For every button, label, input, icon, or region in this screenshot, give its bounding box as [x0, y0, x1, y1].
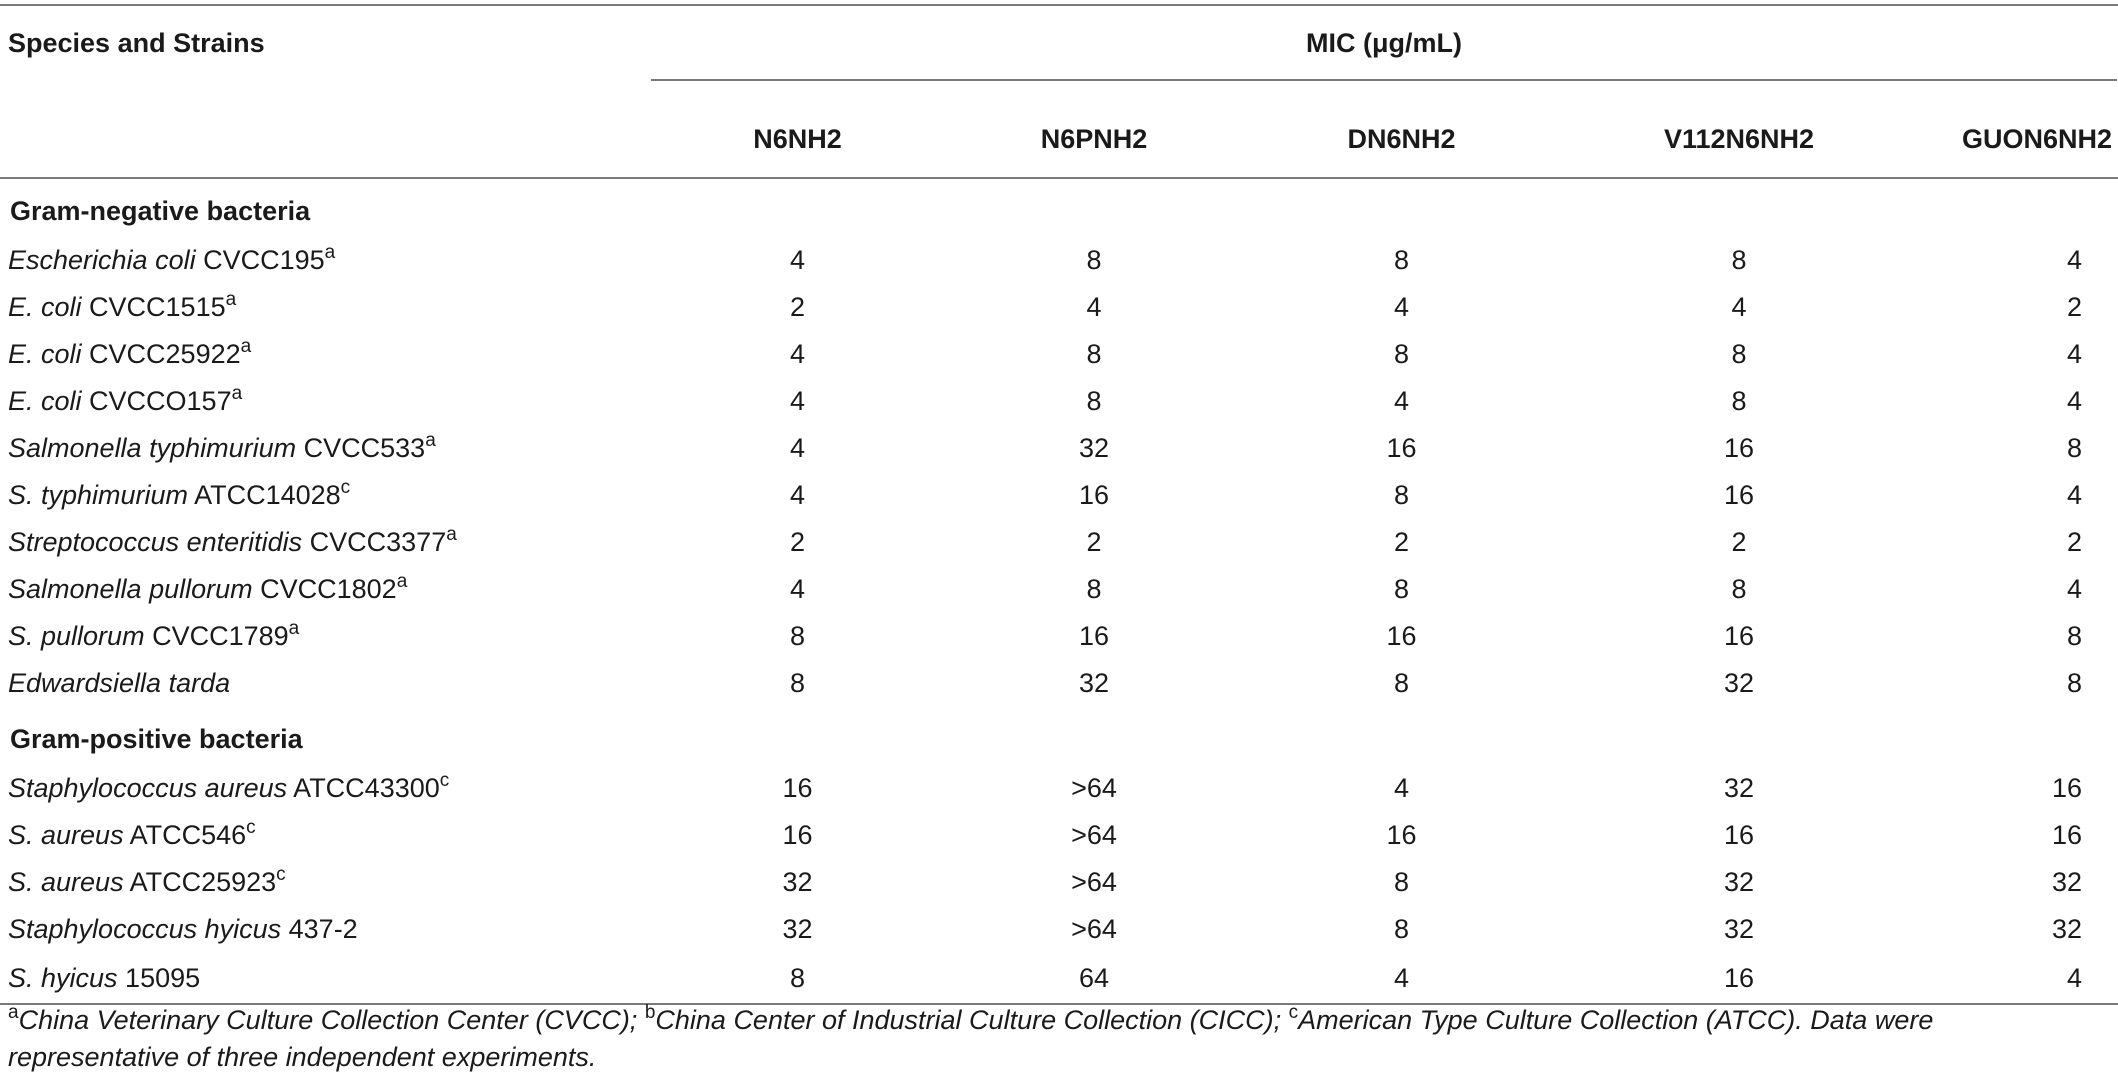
header-spacer: [0, 101, 650, 178]
table-row: [0, 765, 2118, 812]
mic-value-n6nh2: 4: [789, 480, 806, 510]
strain-cell: [0, 660, 650, 707]
strain-id: 15095: [117, 962, 201, 993]
table-body: [0, 178, 2118, 1004]
source-footnote-mark: a: [225, 289, 237, 310]
footnote-mark-c: c: [1288, 1002, 1299, 1023]
mic-value-dn6nh2: 8: [1393, 245, 1410, 275]
table-row: [0, 378, 2118, 425]
mic-value-n6nh2: 4: [789, 386, 806, 416]
mic-value-guon6nh2: 2: [2067, 292, 2083, 322]
footnote-text-c: American Type Culture Collection (ATCC). Data were representative of three independent experiments.: [8, 1005, 1934, 1072]
mic-value-n6pnh2: 4: [1086, 292, 1102, 322]
mic-value-v112n6nh2: 16: [1723, 621, 1755, 651]
mic-value-v112n6nh2: 8: [1731, 574, 1747, 604]
mic-value-v112n6nh2: 16: [1723, 433, 1755, 463]
strain-cell: [0, 613, 650, 660]
mic-value-dn6nh2: 16: [1386, 433, 1417, 463]
mic-value-n6pnh2: >64: [1071, 867, 1117, 897]
mic-value-guon6nh2: 16: [2051, 773, 2083, 803]
table-row: [0, 953, 2118, 1004]
mic-value-dn6nh2: 8: [1393, 574, 1410, 604]
source-footnote-mark: a: [396, 571, 408, 592]
strain-id: CVCC3377: [302, 527, 447, 557]
mic-value-n6pnh2: 8: [1086, 245, 1102, 275]
mic-value-n6pnh2: 16: [1078, 621, 1110, 651]
species-name: E. coli: [8, 292, 82, 322]
species-name: Staphylococcus aureus: [8, 773, 288, 803]
mic-value-n6nh2: 4: [789, 245, 806, 275]
mic-value-dn6nh2: 8: [1393, 339, 1410, 369]
mic-value-guon6nh2: 8: [2067, 621, 2083, 651]
group-row: [0, 707, 2118, 765]
group-label: Gram-positive bacteria: [10, 723, 303, 754]
mic-value-n6nh2: 32: [782, 914, 813, 944]
mic-value-n6nh2: 4: [789, 433, 806, 463]
strain-id: CVCC1789: [144, 621, 289, 651]
strain-id: ATCC43300: [287, 773, 440, 803]
mic-value-guon6nh2: 4: [1918, 953, 2118, 1004]
mic-value-dn6nh2: 8: [1393, 480, 1410, 510]
species-name: Escherichia coli: [8, 245, 196, 275]
mic-value-n6nh2: 8: [789, 621, 806, 651]
species-name: E. coli: [8, 339, 82, 369]
footnote-text-b: China Center of Industrial Culture Collection (CICC);: [655, 1005, 1289, 1035]
mic-group-label: MIC (μg/mL): [651, 28, 2117, 81]
mic-value-n6pnh2: 8: [1086, 574, 1102, 604]
group-label: Gram-negative bacteria: [10, 195, 311, 226]
mic-value-v112n6nh2: 8: [1731, 386, 1747, 416]
strain-id: CVCC1515: [81, 292, 226, 322]
table-row: [0, 812, 2118, 859]
mic-value-v112n6nh2: 16: [1723, 820, 1755, 850]
mic-value-dn6nh2: 4: [1393, 773, 1410, 803]
footnote-mark-b: b: [644, 1002, 656, 1023]
strain-id: 437-2: [281, 914, 358, 944]
mic-table: [0, 4, 2118, 1005]
mic-value-n6pnh2: 16: [1078, 480, 1110, 510]
mic-value-n6nh2: 4: [789, 574, 806, 604]
strain-cell: [0, 953, 650, 1004]
footnote-mark-a: a: [8, 1002, 19, 1023]
column-header-dn6nh2: DN6NH2: [1347, 123, 1456, 154]
mic-value-guon6nh2: 8: [2067, 433, 2083, 463]
column-header-n6nh2: N6NH2: [753, 123, 842, 154]
mic-value-v112n6nh2: 16: [1723, 480, 1755, 510]
group-row: [0, 178, 2118, 237]
species-name: Staphylococcus hyicus: [8, 914, 282, 944]
table-row: [0, 237, 2118, 284]
table-row: [0, 566, 2118, 613]
mic-value-n6nh2: 2: [789, 527, 806, 557]
footnote-text-a: China Veterinary Culture Collection Center (CVCC);: [18, 1005, 645, 1035]
species-name: S. pullorum: [8, 621, 145, 651]
strain-id: CVCC195: [195, 245, 325, 275]
source-footnote-mark: c: [340, 477, 351, 498]
strain-cell: [0, 425, 650, 472]
table-row: [0, 906, 2118, 953]
source-footnote-mark: c: [246, 817, 256, 838]
mic-value-guon6nh2: 16: [2051, 820, 2083, 850]
mic-value-dn6nh2: 2: [1393, 527, 1410, 557]
strain-id: CVCC533: [296, 433, 426, 463]
mic-value-v112n6nh2: 8: [1731, 245, 1747, 275]
species-name: Streptococcus enteritidis: [8, 527, 303, 557]
mic-value-n6pnh2: >64: [1071, 914, 1117, 944]
strain-cell: [0, 519, 650, 566]
mic-value-guon6nh2: 4: [2067, 245, 2083, 275]
mic-value-guon6nh2: 2: [2067, 527, 2083, 557]
table-footnote: [8, 1002, 2108, 1076]
table-row: [0, 660, 2118, 707]
strain-cell: [0, 906, 650, 953]
mic-value-guon6nh2: 8: [2067, 668, 2083, 698]
mic-value-v112n6nh2: 32: [1723, 867, 1755, 897]
strain-id: ATCC546: [123, 820, 247, 850]
mic-value-v112n6nh2: 16: [1560, 953, 1918, 1004]
source-footnote-mark: c: [439, 770, 450, 791]
table-row: [0, 472, 2118, 519]
mic-value-guon6nh2: 4: [2067, 480, 2083, 510]
strain-cell: [0, 812, 650, 859]
column-header-n6pnh2: N6PNH2: [1040, 123, 1148, 154]
column-header-guon6nh2: GUON6NH2: [1962, 123, 2113, 154]
mic-value-guon6nh2: 4: [2067, 339, 2083, 369]
mic-value-guon6nh2: 4: [2067, 574, 2083, 604]
mic-value-v112n6nh2: 4: [1731, 292, 1747, 322]
mic-value-dn6nh2: 16: [1386, 820, 1417, 850]
mic-value-dn6nh2: 8: [1393, 867, 1410, 897]
species-name: Salmonella pullorum: [8, 574, 253, 604]
species-name: E. coli: [8, 386, 82, 416]
species-name: Edwardsiella tarda: [8, 668, 231, 698]
mic-value-n6nh2: 8: [789, 668, 806, 698]
mic-value-n6pnh2: 8: [1086, 339, 1102, 369]
source-footnote-mark: a: [446, 524, 457, 545]
strain-cell: [0, 331, 650, 378]
mic-group-header: [650, 5, 2118, 101]
species-name: S. aureus: [8, 820, 124, 850]
source-footnote-mark: a: [231, 383, 243, 404]
mic-value-dn6nh2: 4: [1393, 386, 1410, 416]
mic-value-guon6nh2: 32: [2051, 867, 2083, 897]
species-name: S. typhimurium: [8, 480, 189, 510]
strain-id: CVCC25922: [81, 339, 241, 369]
source-footnote-mark: a: [240, 336, 252, 357]
mic-value-n6pnh2: 32: [1078, 433, 1110, 463]
mic-value-n6nh2: 16: [782, 773, 813, 803]
source-footnote-mark: c: [276, 864, 286, 885]
mic-value-dn6nh2: 16: [1386, 621, 1417, 651]
strain-id: CVCC1802: [252, 574, 397, 604]
mic-value-v112n6nh2: 8: [1731, 339, 1747, 369]
strain-id: CVCCO157: [81, 386, 232, 416]
species-column-header: Species and Strains: [8, 28, 265, 58]
strain-id: ATCC14028: [188, 480, 341, 510]
mic-value-dn6nh2: 4: [1243, 953, 1560, 1004]
mic-value-guon6nh2: 32: [2051, 914, 2083, 944]
mic-value-guon6nh2: 4: [2067, 386, 2083, 416]
strain-cell: [0, 472, 650, 519]
strain-cell: [0, 566, 650, 613]
column-header-v112n6nh2: V112N6NH2: [1663, 123, 1815, 154]
mic-value-v112n6nh2: 32: [1723, 773, 1755, 803]
source-footnote-mark: a: [324, 242, 336, 263]
mic-value-n6nh2: 16: [782, 820, 813, 850]
mic-value-n6nh2: 2: [789, 292, 806, 322]
strain-cell: [0, 378, 650, 425]
table-row: [0, 331, 2118, 378]
table-row: [0, 613, 2118, 660]
mic-value-n6pnh2: 2: [1086, 527, 1102, 557]
table-row: [0, 859, 2118, 906]
species-name: Salmonella typhimurium: [8, 433, 297, 463]
mic-value-n6pnh2: >64: [1071, 820, 1117, 850]
mic-value-n6pnh2: 64: [945, 953, 1243, 1004]
strain-cell: [0, 765, 650, 812]
mic-value-n6nh2: 32: [782, 867, 813, 897]
strain-cell: [0, 237, 650, 284]
source-footnote-mark: a: [425, 430, 436, 451]
table-row: [0, 284, 2118, 331]
species-name: S. hyicus: [8, 962, 118, 993]
table-row: [0, 519, 2118, 566]
strain-cell: [0, 284, 650, 331]
mic-value-dn6nh2: 8: [1393, 668, 1410, 698]
table-header: [0, 5, 2118, 178]
mic-value-n6pnh2: 32: [1078, 668, 1110, 698]
mic-value-v112n6nh2: 32: [1723, 668, 1755, 698]
mic-value-n6pnh2: >64: [1071, 773, 1117, 803]
mic-value-n6nh2: 8: [650, 953, 945, 1004]
strain-cell: [0, 859, 650, 906]
strain-id: ATCC25923: [123, 867, 277, 897]
source-footnote-mark: a: [288, 618, 300, 639]
mic-value-dn6nh2: 4: [1393, 292, 1410, 322]
mic-value-n6pnh2: 8: [1086, 386, 1102, 416]
species-name: S. aureus: [8, 867, 124, 897]
mic-value-n6nh2: 4: [789, 339, 806, 369]
mic-value-v112n6nh2: 32: [1723, 914, 1755, 944]
mic-value-v112n6nh2: 2: [1731, 527, 1747, 557]
table-row: [0, 425, 2118, 472]
mic-value-dn6nh2: 8: [1393, 914, 1410, 944]
